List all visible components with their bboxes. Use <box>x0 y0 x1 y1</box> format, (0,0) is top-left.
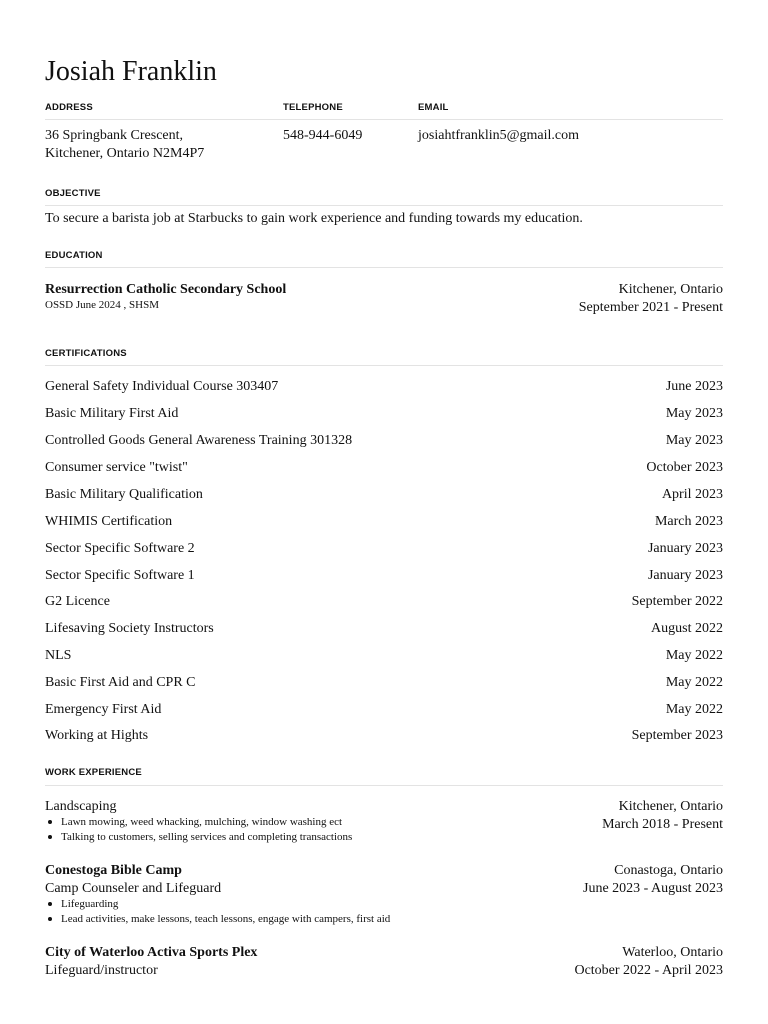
certification-name: Basic Military First Aid <box>45 406 179 421</box>
bullet-icon <box>48 917 52 921</box>
resume-name: Josiah Franklin <box>45 56 217 87</box>
work-experience-label: WORK EXPERIENCE <box>45 767 142 778</box>
email-value: josiahtfranklin5@gmail.com <box>418 128 580 143</box>
certification-date: January 2023 <box>647 541 723 556</box>
job-duties <box>45 897 390 927</box>
certification-date: September 2022 <box>631 594 723 609</box>
divider <box>45 205 723 206</box>
certification-date: May 2023 <box>665 433 723 448</box>
job-location: Kitchener, Ontario <box>618 799 723 814</box>
certification-date: March 2023 <box>654 514 723 529</box>
address-line-2: Kitchener, Ontario N2M4P7 <box>45 146 205 161</box>
divider <box>45 267 723 268</box>
divider <box>45 365 723 366</box>
certification-name: Controlled Goods General Awareness Training 301328 <box>45 433 353 448</box>
certification-row <box>45 459 723 477</box>
address-label: ADDRESS <box>45 102 93 113</box>
email-label: EMAIL <box>418 102 449 113</box>
job-employer: Conestoga Bible Camp <box>45 863 182 878</box>
job-location: Waterloo, Ontario <box>622 945 723 960</box>
bullet-icon <box>48 902 52 906</box>
certification-date: May 2023 <box>665 406 723 421</box>
job-dates: October 2022 - April 2023 <box>574 963 723 978</box>
certification-row <box>45 540 723 558</box>
certification-name: Working at Hights <box>45 728 149 743</box>
certification-name: General Safety Individual Course 303407 <box>45 379 279 394</box>
school-detail: OSSD June 2024 , SHSM <box>45 299 159 311</box>
job-role: Lifeguard/instructor <box>45 963 158 978</box>
certification-date: June 2023 <box>665 379 723 394</box>
job-employer: City of Waterloo Activa Sports Plex <box>45 945 258 960</box>
bullet-icon <box>48 820 52 824</box>
school-location: Kitchener, Ontario <box>618 282 723 297</box>
list-item: Talking to customers, selling services and completing transactions <box>45 830 352 845</box>
certification-date: May 2022 <box>665 702 723 717</box>
certification-name: Basic First Aid and CPR C <box>45 675 196 690</box>
objective-text: To secure a barista job at Starbucks to gain work experience and funding towards my education. <box>45 211 583 226</box>
telephone-label: TELEPHONE <box>283 102 343 113</box>
telephone-value: 548-944-6049 <box>283 128 363 143</box>
certification-name: NLS <box>45 648 72 663</box>
divider <box>45 785 723 786</box>
divider <box>45 119 723 120</box>
certifications-label: CERTIFICATIONS <box>45 348 127 359</box>
certification-row <box>45 674 723 692</box>
list-item: Lead activities, make lessons, teach lessons, engage with campers, first aid <box>45 912 390 927</box>
bullet-icon <box>48 835 52 839</box>
certification-date: May 2022 <box>665 648 723 663</box>
certification-row <box>45 593 723 611</box>
certification-row <box>45 701 723 719</box>
job-duties <box>45 815 352 845</box>
certification-name: Basic Military Qualification <box>45 487 203 502</box>
certification-date: October 2023 <box>646 460 723 475</box>
certification-row <box>45 405 723 423</box>
address-line-1: 36 Springbank Crescent, <box>45 128 184 143</box>
job-role: Camp Counseler and Lifeguard <box>45 881 222 896</box>
certification-name: Sector Specific Software 2 <box>45 541 195 556</box>
certification-date: April 2023 <box>661 487 723 502</box>
certification-name: Consumer service "twist" <box>45 460 188 475</box>
list-item: Lifeguarding <box>45 897 390 912</box>
certification-row <box>45 727 723 745</box>
certification-date: January 2023 <box>647 568 723 583</box>
education-label: EDUCATION <box>45 250 103 261</box>
certification-row <box>45 486 723 504</box>
certification-row <box>45 620 723 638</box>
certification-row <box>45 432 723 450</box>
certification-row <box>45 378 723 396</box>
certification-row <box>45 647 723 665</box>
job-dates: March 2018 - Present <box>602 817 723 832</box>
school-name: Resurrection Catholic Secondary School <box>45 282 287 297</box>
school-dates: September 2021 - Present <box>578 300 723 315</box>
job-dates: June 2023 - August 2023 <box>583 881 723 896</box>
certification-name: Lifesaving Society Instructors <box>45 621 214 636</box>
job-location: Conastoga, Ontario <box>614 863 723 878</box>
list-item: Lawn mowing, weed whacking, mulching, window washing ect <box>45 815 352 830</box>
certification-name: Sector Specific Software 1 <box>45 568 195 583</box>
certification-name: Emergency First Aid <box>45 702 162 717</box>
job-title: Landscaping <box>45 799 117 814</box>
certification-row <box>45 567 723 585</box>
certification-name: WHIMIS Certification <box>45 514 173 529</box>
certification-date: May 2022 <box>665 675 723 690</box>
certification-date: August 2022 <box>651 621 723 636</box>
certification-name: G2 Licence <box>45 594 110 609</box>
objective-label: OBJECTIVE <box>45 188 101 199</box>
certification-row <box>45 513 723 531</box>
certification-date: September 2023 <box>631 728 723 743</box>
